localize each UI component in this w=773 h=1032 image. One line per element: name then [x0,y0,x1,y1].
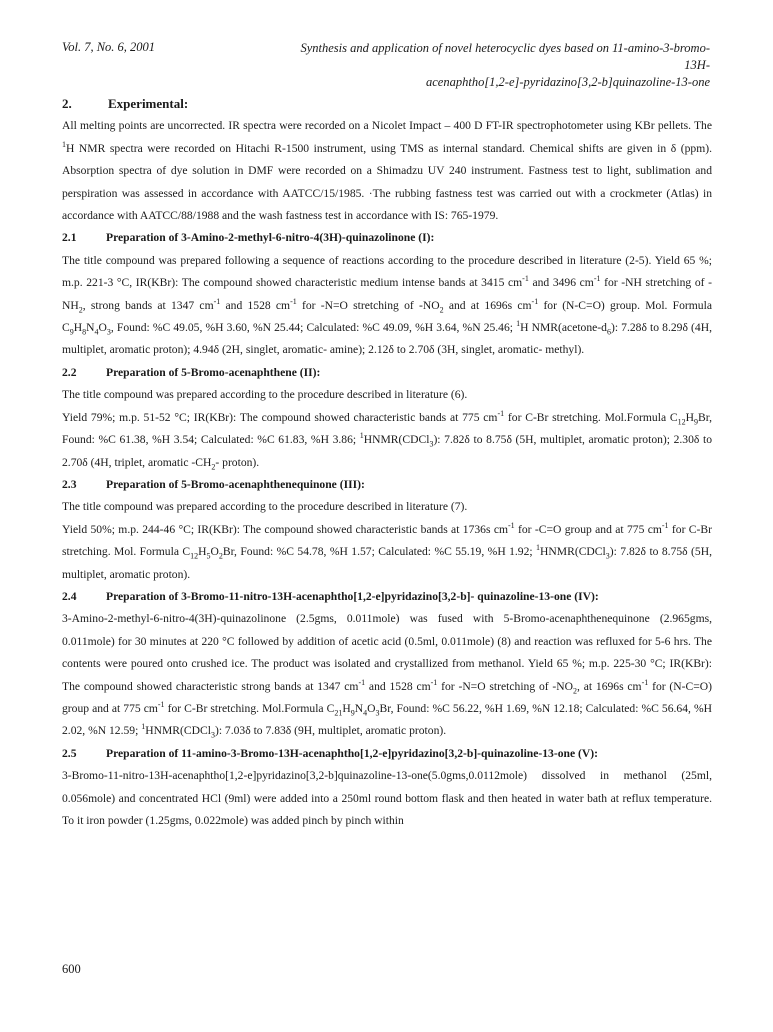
subsection-body-2-5: 3-Bromo-11-nitro-13H-acenaphtho[1,2-e]pyridazino[3,2-b]quinazoline-13-one(5.0gms,0.0112mole) dissolved in methanol (25ml, 0.056mole) and concentrated HCl (9ml) were added into a 250ml round bottom flask and then heated in water bath at reflux temperature. To it iron powder (1.25gms, 0.022mole) was added pinch by pinch within [62,769,712,827]
page-number: 600 [62,962,81,976]
article-body [62,93,712,832]
subsection-heading-2-1: 2.1 Preparation of 3-Amino-2-methyl-6-nitro-4(3H)-quinazolinone (I): [62,231,435,245]
subsection-body-2-3b: Yield 50%; m.p. 244-46 °C; IR(KBr): The compound showed characteristic bands at 1736s $cm^{-1}$ for -C=O group and at 775 $cm^{-1}$ for C-Br stretching. Mol. Formula $C_{12}H_5O_2Br$, Found: %C 54.78, %H 1.57; Calculated: %C 55.19, %H 1.92; $^1$HNMR(CDCl$_3$): 7.82δ to 8.75δ (5H, multiplet, aromatic proton). [62,520,712,581]
subsection-heading-2-4: 2.4 Preparation of 3-Bromo-11-nitro-13H-acenaphtho[1,2-e]pyridazino[3,2-b]- quinazoline-13-one (IV): [62,589,599,603]
intro-paragraph: All melting points are uncorrected. IR spectra were recorded on a Nicolet Impact – 400 D FT-IR spectrophotometer using KBr pellets. The $^1$H NMR spectra were recorded on Hitachi R-1500 instrument, using TMS as internal standard. Chemical shifts are given in δ (ppm). Absorption spectra of dye solution in DMF were recorded on a Shimadzu UV 240 instrument. Fastness test to light, sublimation and perspiration was assessed in accordance with AATCC/15/1985. ·The rubbing fastness test was carried out with a crockmeter (Atlas) in accordance with AATCC/88/1988 and the wash fastness test in accordance with IS: 765-1979. [62,119,712,223]
subsection-heading-2-3: 2.3 Preparation of 5-Bromo-acenaphthenequinone (III): [62,477,365,491]
subsection-body-2-1: The title compound was prepared following a sequence of reactions according to the procedure described in literature (2-5). Yield 65 %; m.p. 221-3 °C, IR(KBr): The compound showed characteristic medium intense bands at 3415 $cm^{-1}$ and 3496 $cm^{-1}$ for -NH stretching of $-NH_2$, strong bands at 1347 $cm^{-1}$ and 1528 $cm^{-1}$ for -N=O stretching of $-NO_2$ and at 1696s $cm^{-1}$ for (N-C=O) group. Mol. Formula $C_9H_8N_4O_3$, Found: %C 49.05, %H 3.60, %N 25.44; Calculated: %C 49.09, %H 3.64, %N 25.46; $^1$H $NMR(acetone-d_6)$: 7.28δ to 8.29δ (4H, multiplet, aromatic proton); 4.94δ (2H, singlet, aromatic- amine); 2.12δ to 2.70δ (3H, singlet, aromatic- methyl). [62,253,712,357]
running-header-volume: Vol. 7, No. 6, 2001 [62,40,156,54]
subsection-body-2-4: 3-Amino-2-methyl-6-nitro-4(3H)-quinazolinone (2.5gms, 0.011mole) was fused with 5-Bromo-acenaphthenequinone (2.965gms, 0.011mole) for 30 minutes at 220 °C followed by addition of acetic acid (0.5ml, 0.011mole) (8) and reaction was refluxed for 5-6 hrs. The contents were poured onto crushed ice. The product was isolated and crystallized from methanol. Yield 65 %; m.p. 225-30 °C; IR(KBr): The compound showed characteristic strong bands at 1347 $cm^{-1}$ and 1528 $cm^{-1}$ for -N=O stretching of $-NO_2$, at 1696s $cm^{-1}$ for (N-C=O) group and at 775 $cm^{-1}$ for C-Br stretching. Mol.Formula $C_{21}H_9N_4O_3Br$, Found: %C 56.22, %H 1.69, %N 12.18; Calculated: %C 56.64, %H 2.02, %N 12.59; $^1$HNMR(CDCl$_3$): 7.03δ to 7.83δ (9H, multiplet, aromatic proton). [62,612,713,740]
subsection-heading-2-5: 2.5 Preparation of 11-amino-3-Bromo-13H-acenaphtho[1,2-e]pyridazino[3,2-b]-quinazoline-13-one (V): [62,746,598,760]
section-title: Experimental: [108,96,189,111]
subsection-body-2-3a: The title compound was prepared according to the procedure described in literature (7). [62,500,468,514]
running-header-title-line1: Synthesis and application of novel heterocyclic dyes based on 11-amino-3-bromo-13H- [300,41,710,72]
section-number: 2. [62,96,72,111]
subsection-body-2-2b: Yield 79%; m.p. 51-52 °C; IR(KBr): The compound showed characteristic bands at 775 $cm^{-1}$ for C-Br stretching. Mol.Formula $C_{12}H_9Br$, Found: %C 61.38, %H 3.54; Calculated: %C 61.83, %H 3.86; $^1$HNMR(CDCl$_3$): 7.82δ to 8.75δ (5H, multiplet, aromatic proton); 2.30δ to 2.70δ (4H, triplet, aromatic $-CH_2-$ proton). [62,408,713,471]
subsection-body-2-2a: The title compound was prepared according to the procedure described in literature (6). [62,388,468,402]
section-heading-experimental [62,93,712,115]
running-header-title-line2: acenaphtho[1,2-e]-pyridazino[3,2-b]quinazoline-13-one [426,75,710,89]
running-header-title [290,40,710,91]
subsection-heading-2-2: 2.2 Preparation of 5-Bromo-acenaphthene (II): [62,365,321,379]
